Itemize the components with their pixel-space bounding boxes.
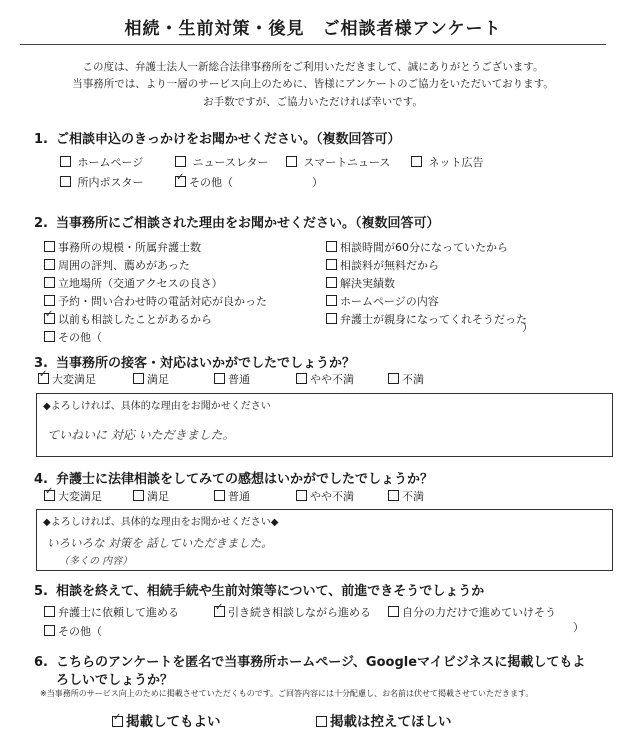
q1-close-paren: ）: [312, 176, 323, 189]
checkbox-icon[interactable]: [326, 277, 337, 288]
q6-text-1: こちらのアンケートを匿名で当事務所ホームページ、Googleマイビジネスに掲載してもよ: [56, 655, 586, 670]
q2-heading: [34, 212, 440, 231]
q3-number: 3.: [34, 356, 48, 371]
q4-text: 弁護士に法律相談をしてみての感想はいかがでしたでしょうか？: [56, 472, 434, 487]
checkbox-icon[interactable]: [44, 241, 55, 252]
q4-number: 4.: [34, 472, 48, 487]
q4-option-dissatisfied[interactable]: 不満: [388, 488, 424, 504]
q2-option-left-3[interactable]: 予約・問い合わせ時の電話対応が良かった: [44, 293, 267, 309]
checked-checkbox-icon[interactable]: [175, 176, 186, 187]
checkbox-icon[interactable]: [44, 295, 55, 306]
q3-option-dissatisfied[interactable]: 不満: [388, 371, 424, 387]
q6-option-decline[interactable]: 掲載は控えてほしい: [316, 710, 452, 730]
q1-heading: [34, 128, 401, 147]
q2-number: 2.: [34, 216, 48, 231]
page-title: 相続・生前対策・後見 ご相談者様アンケート: [124, 19, 502, 39]
q6-note: ※当事務所のサービス向上のために掲載させていただくものです。ご回答内容には十分配慮し、お名前は伏せて掲載させていただきます。: [40, 689, 534, 698]
checked-checkbox-icon[interactable]: [214, 606, 225, 617]
q5-option-hire-lawyer[interactable]: 弁護士に依頼して進める: [44, 604, 179, 620]
checked-checkbox-icon[interactable]: [112, 716, 123, 727]
checkbox-icon[interactable]: [60, 176, 71, 187]
q4-option-satisfied[interactable]: 満足: [133, 488, 169, 504]
checkbox-icon[interactable]: [214, 490, 225, 501]
q3-comment-box[interactable]: [36, 393, 613, 457]
checkbox-icon[interactable]: [286, 156, 297, 167]
title-underline: [20, 44, 606, 45]
q5-option-other[interactable]: その他（: [44, 623, 102, 639]
checked-checkbox-icon[interactable]: [44, 313, 55, 324]
q5-number: 5.: [34, 584, 48, 599]
q1-text: ご相談申込のきっかけをお聞かせください。（複数回答可）: [56, 132, 401, 147]
checkbox-icon[interactable]: [60, 156, 71, 167]
q2-option-right-1[interactable]: 相談料が無料だから: [326, 257, 439, 273]
checkbox-icon[interactable]: [133, 490, 144, 501]
q3-text: 当事務所の接客・対応はいかがでしたでしょうか？: [56, 356, 356, 371]
q2-option-right-2[interactable]: 解決実績数: [326, 275, 395, 291]
checkbox-icon[interactable]: [296, 373, 307, 384]
q1-option-smartnews[interactable]: スマートニュース: [286, 154, 390, 170]
q3-heading: [34, 352, 355, 371]
checked-checkbox-icon[interactable]: [44, 490, 55, 501]
q4-option-very-satisfied[interactable]: ✓大変満足: [44, 488, 102, 504]
checkbox-icon[interactable]: [44, 625, 55, 636]
q5-option-self[interactable]: 自分の力だけで進めていけそう: [388, 604, 556, 620]
checkbox-icon[interactable]: [133, 373, 144, 384]
q4-option-somewhat-dissatisfied[interactable]: やや不満: [296, 488, 354, 504]
checkbox-icon[interactable]: [326, 241, 337, 252]
q1-option-net-ad[interactable]: ネット広告: [411, 154, 484, 170]
checkbox-icon[interactable]: [388, 373, 399, 384]
q2-option-left-1[interactable]: 周囲の評判、薦めがあった: [44, 257, 190, 273]
checkbox-icon[interactable]: [388, 490, 399, 501]
checkbox-icon[interactable]: [326, 295, 337, 306]
q1-option-homepage[interactable]: ホームページ: [60, 154, 143, 170]
q3-option-very-satisfied[interactable]: ✓大変満足: [38, 371, 96, 387]
q5-text: 相談を終えて、相続手続や生前対策等について、前進できそうでしょうか: [56, 584, 485, 599]
q1-option-newsletter[interactable]: ニュースレター: [175, 154, 269, 170]
q4-comment-header: ◆よろしければ、具体的な理由をお聞かせください◆: [43, 517, 279, 528]
q2-option-right-4[interactable]: 弁護士が親身になってくれそうだった: [326, 311, 527, 327]
q3-option-neutral[interactable]: 普通: [214, 371, 250, 387]
q6-heading: [34, 651, 585, 670]
q4-option-neutral[interactable]: 普通: [214, 488, 250, 504]
intro-line-2: 当事務所では、より一層のサービス向上のために、皆様にアンケートのご協力をいただいております。: [72, 78, 554, 90]
q5-heading: [34, 580, 484, 599]
q2-close-paren: ）: [522, 321, 533, 334]
checkbox-icon[interactable]: [326, 313, 337, 324]
q6-text-2: ろしいでしょうか？: [56, 673, 174, 688]
q4-handwritten-comment-1: いろいろな 対策を 話していただきました。: [47, 536, 273, 550]
q2-option-left-2[interactable]: 立地場所（交通アクセスの良さ）: [44, 275, 223, 291]
checked-checkbox-icon[interactable]: [38, 373, 49, 384]
q2-text: 当事務所にご相談された理由をお聞かせください。（複数回答可）: [56, 216, 440, 231]
q5-option-continue-consulting[interactable]: ✓ 引き続き相談しながら進める: [214, 604, 371, 620]
q4-handwritten-comment-2: （多くの 内容）: [59, 556, 133, 567]
checkbox-icon[interactable]: [316, 716, 327, 727]
q3-handwritten-comment: ていねいに 対応 いただきました。: [47, 428, 235, 442]
checkbox-icon[interactable]: [175, 156, 186, 167]
q3-comment-header: ◆よろしければ、具体的な理由をお聞かせください: [43, 401, 271, 412]
checkbox-icon[interactable]: [44, 331, 55, 342]
q4-heading: [34, 468, 433, 487]
checkbox-icon[interactable]: [326, 259, 337, 270]
q2-option-left-4[interactable]: ✓以前も相談したことがあるから: [44, 311, 212, 327]
checkbox-icon[interactable]: [214, 373, 225, 384]
checkbox-icon[interactable]: [44, 277, 55, 288]
q2-option-right-3[interactable]: ホームページの内容: [326, 293, 439, 309]
intro-line-1: この度は、弁護士法人一新総合法律事務所をご利用いただきまして、誠にありがとうございます。: [82, 61, 544, 73]
intro-line-3: お手数ですが、ご協力いただければ幸いです。: [203, 96, 423, 108]
q3-option-satisfied[interactable]: 満足: [133, 371, 169, 387]
checkbox-icon[interactable]: [44, 606, 55, 617]
checkbox-icon[interactable]: [44, 259, 55, 270]
q1-option-poster[interactable]: 所内ポスター: [60, 174, 144, 190]
q2-option-left-5[interactable]: その他（: [44, 329, 102, 345]
q5-close-paren: ）: [573, 621, 584, 634]
q6-option-allow[interactable]: ✓掲載してもよい: [112, 710, 221, 730]
checkbox-icon[interactable]: [296, 490, 307, 501]
q4-comment-box[interactable]: [36, 509, 613, 571]
q6-number: 6.: [34, 655, 48, 670]
q1-option-other[interactable]: ✓ その他（: [175, 174, 233, 190]
q3-option-somewhat-dissatisfied[interactable]: やや不満: [296, 371, 354, 387]
q2-option-right-0[interactable]: 相談時間が60分になっていたから: [326, 239, 508, 255]
checkbox-icon[interactable]: [411, 156, 422, 167]
q2-option-left-0[interactable]: 事務所の規模・所属弁護士数: [44, 239, 201, 255]
q1-number: 1.: [34, 132, 48, 147]
checkbox-icon[interactable]: [388, 606, 399, 617]
